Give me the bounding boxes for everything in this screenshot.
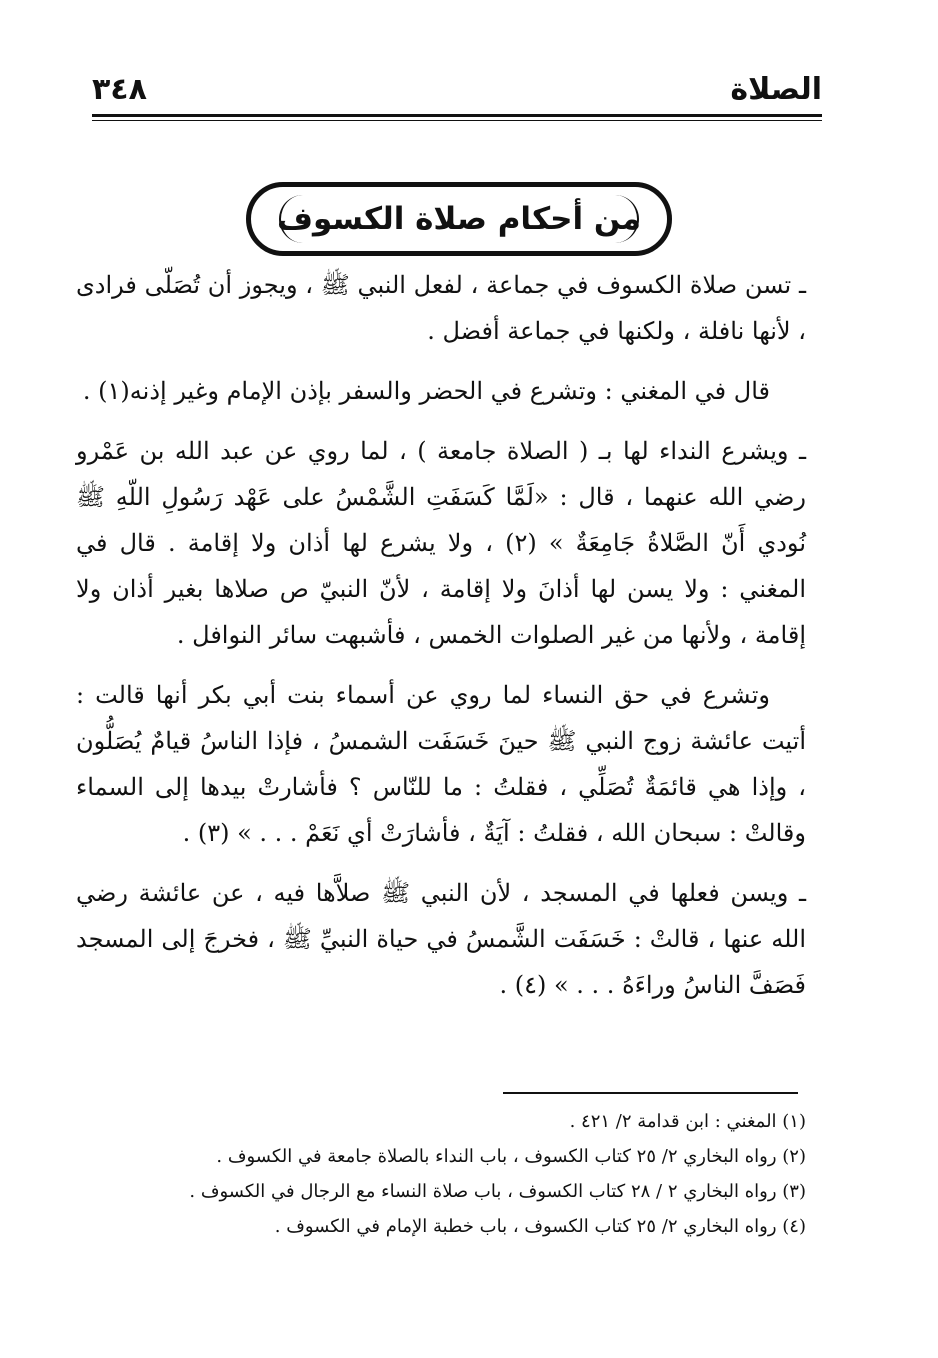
- footnotes: [100, 1104, 806, 1244]
- footnote-3: (٣) رواه البخاري ٢ / ٢٨ كتاب الكسوف ، باب صلاة النساء مع الرجال في الكسوف .: [189, 1181, 806, 1202]
- page-number: ٣٤٨: [92, 71, 147, 107]
- page-header: [92, 66, 822, 112]
- main-text: [76, 262, 806, 1022]
- footnote-2: (٢) رواه البخاري ٢/ ٢٥ كتاب الكسوف ، باب النداء بالصلاة جامعة في الكسوف .: [216, 1146, 806, 1167]
- header-rule-thin: [92, 120, 822, 121]
- paragraph-5: ـ ويسن فعلها في المسجد ، لأن النبي ﷺ صلاَّها فيه ، عن عائشة رضي الله عنها ، قالتْ : خَسَفَت الشَّمسُ في حياة النبيِّ ﷺ ، فخرجَ إلى المسجد فَصَفَّ الناسُ وراءَهُ . . . » (٤) .: [76, 879, 806, 999]
- paragraph-3: ـ ويشرع النداء لها بـ ( الصلاة جامعة ) ، لما روي عن عبد الله بن عَمْرو رضي الله عنهما ، قال : «لَمَّا كَسَفَتِ الشَّمْسُ على عَهْد رَسُولِ اللّهِ ﷺ نُودي أَنّ الصَّلاةُ جَامِعَةٌ » (٢) ، ولا يشرع لها أذان ولا إقامة . قال في المغني : ولا يسن لها أذانَ ولا إقامة ، لأنّ النبيّ ص صلاها بغير أذان ولا إقامة ، ولأنها من غير الصلوات الخمس ، فأشبهت سائر النوافل .: [76, 437, 806, 649]
- paragraph-1: ـ تسن صلاة الكسوف في جماعة ، لفعل النبي ﷺ ، ويجوز أن تُصَلّى فرادى ، لأنها نافلة ، ولكنها في جماعة أفضل .: [76, 271, 806, 345]
- footnote-1: (١) المغني : ابن قدامة ٢/ ٤٢١ .: [569, 1111, 806, 1132]
- header-rule: [92, 114, 822, 117]
- section-title: من أحكام صلاة الكسوف: [277, 201, 641, 237]
- footnote-separator: [503, 1092, 798, 1094]
- section-title-frame: [246, 182, 672, 256]
- paragraph-4: وتشرع في حق النساء لما روي عن أسماء بنت أبي بكر أنها قالت : أتيت عائشة زوج النبي ﷺ حينَ خَسَفَت الشمسُ ، فإذا الناسُ قيامٌ يُصَلُّون ، وإذا هي قائمَةٌ تُصَلِّي ، فقلتُ : ما للنّاس ؟ فأشارتْ بيدها إلى السماء وقالتْ : سبحان الله ، فقلتُ : آيَةٌ ، فأشارَتْ أي نَعَمْ . . . » (٣) .: [76, 681, 806, 847]
- paragraph-2: قال في المغني : وتشرع في الحضر والسفر بإذن الإمام وغير إذنه(١) .: [82, 377, 770, 405]
- chapter-title: الصلاة: [730, 71, 822, 107]
- footnote-4: (٤) رواه البخاري ٢/ ٢٥ كتاب الكسوف ، باب خطبة الإمام في الكسوف .: [274, 1216, 806, 1237]
